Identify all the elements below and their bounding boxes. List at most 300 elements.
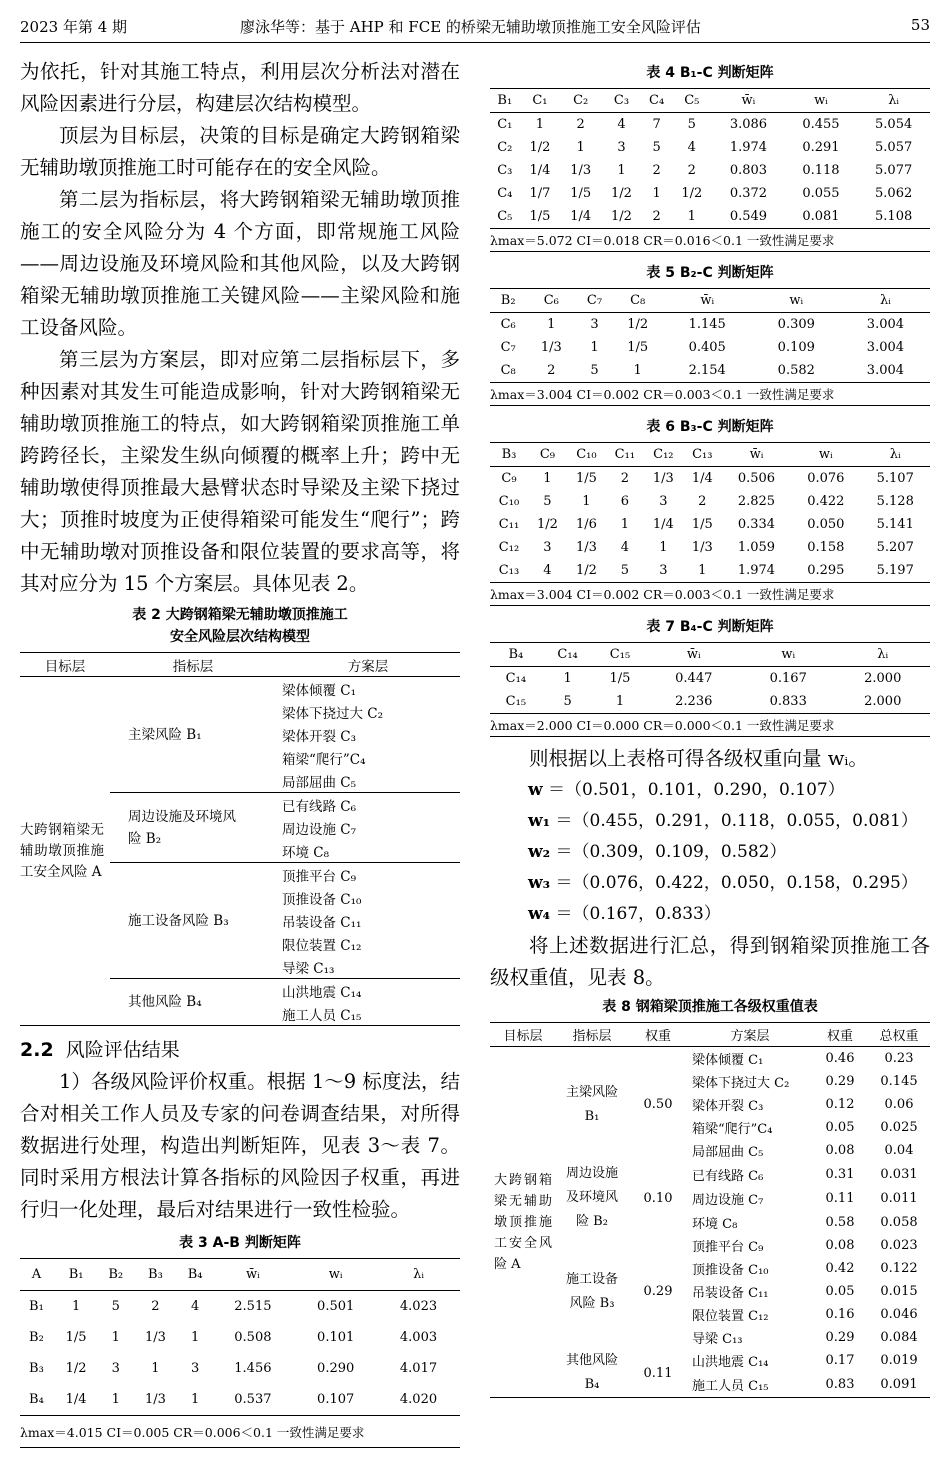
column-header: B₁ <box>68 1267 84 1282</box>
table-cell: 5 <box>563 694 572 709</box>
table-cell: 0.109 <box>777 340 815 355</box>
scheme-layer-cell: 施工人员 C₁₅ <box>276 1002 460 1026</box>
table-cell: 1/7 <box>529 186 551 201</box>
table-cell: 5 <box>543 494 552 509</box>
table-cell: 1/4 <box>65 1392 87 1407</box>
table-row <box>20 1291 460 1323</box>
table-cell: 3.004 <box>866 363 905 378</box>
table-cell: 1.974 <box>737 563 776 578</box>
scheme-layer-cell: 已有线路 C₆ <box>282 798 357 815</box>
table-cell: 4 <box>620 540 629 555</box>
column-header: C₄ <box>649 93 665 108</box>
scheme-layer-cell: 箱梁“爬行”C₄ <box>692 1122 773 1137</box>
table-row <box>490 336 930 359</box>
table-header-row <box>490 1023 930 1047</box>
table-cell: 1/2 <box>575 563 597 578</box>
index-weight-cell: 0.11 <box>628 1349 688 1398</box>
table-cell: 2 <box>698 494 707 509</box>
table-cell: 1 <box>190 1330 200 1345</box>
table-cell: 1.145 <box>688 317 726 332</box>
equation-line <box>490 837 930 868</box>
table8 <box>490 1022 930 1398</box>
paragraph: 顶层为目标层，决策的目标是确定大跨钢箱梁无辅助墩顶推施工时可能存在的安全风险。 <box>20 124 460 179</box>
table-cell: B₃ <box>29 1361 44 1376</box>
table-cell: C₇ <box>500 340 516 355</box>
column-header: C₉ <box>539 447 556 462</box>
table-cell: C₃ <box>497 163 513 178</box>
table-cell: 1/5 <box>570 186 592 201</box>
column-header: C₃ <box>613 93 630 108</box>
total-weight-cell: 0.06 <box>884 1097 914 1112</box>
column-header: w̄ᵢ <box>741 93 756 108</box>
table-cell: 1 <box>547 317 556 332</box>
weight-vector-symbol: w₁ <box>528 811 551 831</box>
table-cell: 3 <box>590 317 599 332</box>
table-row <box>490 467 930 491</box>
table-cell: 7 <box>652 117 661 132</box>
scheme-layer-cell: 顶推设备 C₁₀ <box>692 1263 769 1278</box>
scheme-layer-cell: 已有线路 C₆ <box>692 1168 764 1184</box>
table-cell: 0.508 <box>234 1330 272 1345</box>
column-header: B₄ <box>187 1267 203 1282</box>
column-header: λᵢ <box>879 293 891 308</box>
table-cell: 4 <box>543 563 552 578</box>
column-header: 方案层 <box>276 653 460 677</box>
table-cell: 1/5 <box>575 471 597 486</box>
table-row <box>490 113 930 137</box>
scheme-weight-cell: 0.31 <box>825 1166 855 1182</box>
table-cell: 0.803 <box>729 163 768 178</box>
table-cell: C₁₁ <box>498 517 520 532</box>
table-row <box>490 182 930 205</box>
table6 <box>490 442 930 606</box>
scheme-weight-cell: 0.12 <box>825 1097 855 1112</box>
scheme-weight-cell: 0.46 <box>825 1051 855 1066</box>
table-cell: 1/3 <box>540 340 562 355</box>
table-cell: B₄ <box>29 1392 44 1407</box>
table-cell: C₁₄ <box>505 671 527 686</box>
table-row <box>490 1234 930 1257</box>
table-cell: 0.455 <box>802 117 840 132</box>
table-cell: 1/6 <box>575 517 597 532</box>
table-footer-row <box>490 714 930 737</box>
table-cell: 1 <box>617 163 626 178</box>
table-cell: 2.825 <box>737 494 776 509</box>
index-layer-cell: 其他风险 B₄ <box>110 979 276 1026</box>
table-cell: 2 <box>652 163 661 178</box>
table-cell: 4 <box>617 117 626 132</box>
column-header: w̄ᵢ <box>246 1267 260 1282</box>
goal-layer-cell: 大跨钢箱梁无辅助墩顶推施工安全风险 A <box>20 677 110 1026</box>
left-column <box>20 56 460 1448</box>
total-weight-cell: 0.011 <box>880 1190 918 1206</box>
scheme-weight-cell: 0.29 <box>825 1330 855 1345</box>
table-cell: 1 <box>590 340 599 355</box>
table-cell: 3.086 <box>729 117 768 132</box>
equation-line <box>490 775 930 806</box>
column-header: B₁ <box>497 93 513 108</box>
total-weight-cell: 0.025 <box>880 1120 918 1135</box>
scheme-layer-cell: 吊装设备 C₁₁ <box>282 914 362 931</box>
total-weight-cell: 0.046 <box>880 1307 918 1322</box>
weight-vector-values: ＝（0.501，0.101，0.290，0.107） <box>542 780 845 800</box>
equation-line <box>490 899 930 930</box>
table-cell: 4.017 <box>399 1361 438 1376</box>
column-header: w̄ᵢ <box>749 447 764 462</box>
table-footer-row <box>20 1416 460 1448</box>
column-header: B₂ <box>500 293 516 308</box>
table-cell: 1/5 <box>627 340 649 355</box>
table-cell: 3 <box>659 563 668 578</box>
table5-caption: 表 5 B₂-C 判断矩阵 <box>646 265 774 281</box>
table-row <box>490 690 930 714</box>
table-cell: 4 <box>190 1299 200 1314</box>
table-row <box>490 136 930 159</box>
table-cell: C₈ <box>500 363 516 378</box>
consistency-check: λmax＝3.004 CI＝0.002 CR＝0.003＜0.1 一致性满足要求 <box>490 583 930 606</box>
table-cell: 1 <box>620 517 629 532</box>
column-header: λᵢ <box>877 647 889 662</box>
column-header: C₆ <box>543 293 559 308</box>
scheme-layer-cell: 顶推平台 C₉ <box>282 868 357 885</box>
table-cell: C₉ <box>501 471 517 486</box>
table-row <box>490 313 930 337</box>
table-cell: 4.020 <box>399 1392 438 1407</box>
table-cell: 1/3 <box>575 540 597 555</box>
equation-block <box>490 775 930 930</box>
scheme-layer-cell: 梁体下挠过大 C₂ <box>692 1076 790 1091</box>
table-cell: 0.501 <box>317 1299 355 1314</box>
table-cell: 2 <box>576 117 585 132</box>
table-cell: 3.004 <box>866 317 905 332</box>
total-weight-cell: 0.084 <box>880 1330 918 1345</box>
total-weight-cell: 0.058 <box>880 1214 918 1230</box>
table-cell: 1 <box>659 540 668 555</box>
table-cell: 3 <box>617 140 626 155</box>
table-cell: 1/4 <box>691 471 713 486</box>
table-cell: 1 <box>190 1392 200 1407</box>
table-cell: 2 <box>151 1299 160 1314</box>
table-cell: 1 <box>111 1330 120 1345</box>
scheme-layer-cell: 吊装设备 C₁₁ <box>692 1286 769 1301</box>
column-header: 指标层 <box>110 653 276 677</box>
table-cell: 1.456 <box>234 1361 272 1376</box>
table-cell: 1/4 <box>570 209 592 224</box>
table-cell: C₂ <box>497 140 513 155</box>
table-cell: 0.291 <box>802 140 840 155</box>
table-cell: 1 <box>615 694 625 709</box>
table-row <box>490 1162 930 1186</box>
table-cell: 2 <box>547 363 556 378</box>
weight-vector-symbol: w₃ <box>528 873 551 893</box>
scheme-weight-cell: 0.29 <box>825 1074 855 1089</box>
table-cell: 5 <box>590 363 599 378</box>
table-cell: 2 <box>620 471 629 486</box>
scheme-layer-cell: 局部屈曲 C₅ <box>692 1145 764 1160</box>
paragraph: 为依托，针对其施工特点，利用层次分析法对潜在风险因素进行分层，构建层次结构模型。 <box>20 60 460 115</box>
running-header <box>20 8 930 43</box>
table-cell: C₁₃ <box>498 563 520 578</box>
scheme-layer-cell: 施工人员 C₁₅ <box>688 1373 812 1398</box>
table-cell: B₂ <box>29 1330 44 1345</box>
table3-caption: 表 3 A-B 判断矩阵 <box>179 1235 301 1251</box>
paragraph: 则根据以上表格可得各级权重向量 wᵢ。 <box>529 747 868 770</box>
index-weight-cell: 0.29 <box>643 1284 673 1299</box>
total-weight-cell: 0.04 <box>884 1143 914 1158</box>
weight-vector-symbol: w₂ <box>528 842 551 862</box>
table-cell: 0.055 <box>802 186 840 201</box>
table2 <box>20 652 460 1026</box>
table-cell: C₁₅ <box>505 694 527 709</box>
scheme-layer-cell: 顶推设备 C₁₀ <box>282 891 362 908</box>
table-cell: 0.050 <box>807 517 845 532</box>
column-header: C₈ <box>630 293 646 308</box>
scheme-weight-cell: 0.11 <box>825 1190 855 1206</box>
table-cell: 0.372 <box>729 186 768 201</box>
column-header: C₁ <box>532 93 548 108</box>
table-cell: 5.128 <box>876 494 914 509</box>
table-cell: 0.309 <box>777 317 815 332</box>
column-header: λᵢ <box>889 447 901 462</box>
column-header: wᵢ <box>328 1267 343 1282</box>
table-cell: 0.334 <box>737 517 776 532</box>
table-cell: 0.405 <box>688 340 726 355</box>
table-cell: 1/2 <box>627 317 649 332</box>
table-cell: 0.549 <box>729 209 768 224</box>
table-cell: 4 <box>687 140 696 155</box>
table-cell: 1/3 <box>144 1392 166 1407</box>
table-cell: 1/5 <box>609 671 631 686</box>
equation-line <box>490 868 930 899</box>
scheme-layer-cell: 梁体倾覆 C₁ <box>692 1053 764 1068</box>
table-cell: 1 <box>71 1299 81 1314</box>
scheme-layer-cell: 限位装置 C₁₂ <box>692 1309 769 1324</box>
table-cell: 1/2 <box>536 517 558 532</box>
table-cell: 1/3 <box>691 540 713 555</box>
scheme-layer-cell: 导梁 C₁₃ <box>276 955 460 979</box>
table-cell: 2.236 <box>675 694 713 709</box>
table-row <box>490 559 930 583</box>
column-header: λᵢ <box>413 1267 424 1282</box>
table-row <box>490 667 930 691</box>
equation-line <box>490 806 930 837</box>
scheme-layer-cell: 山洪地震 C₁₄ <box>692 1355 769 1371</box>
scheme-weight-cell: 0.08 <box>825 1238 855 1253</box>
table-cell: 3.004 <box>866 340 905 355</box>
weight-vector-symbol: w₄ <box>528 904 551 924</box>
table-cell: 0.537 <box>234 1392 272 1407</box>
table-cell: 1/2 <box>681 186 703 201</box>
scheme-layer-cell: 周边设施 C₇ <box>692 1192 764 1208</box>
scheme-layer-cell: 局部屈曲 C₅ <box>276 769 460 793</box>
table-cell: 1.059 <box>737 540 776 555</box>
table-cell: 1/3 <box>570 163 592 178</box>
table-cell: 1 <box>633 363 642 378</box>
table-row <box>20 1353 460 1384</box>
index-layer-cell: 周边设施及环境风险 B₂ <box>566 1166 619 1229</box>
table-cell: 0.076 <box>807 471 845 486</box>
table-footer-row <box>490 383 930 406</box>
column-header: 总权重 <box>868 1023 930 1047</box>
issue-label: 2023 年第 4 期 <box>20 18 128 36</box>
table5 <box>490 288 930 406</box>
table-cell: C₅ <box>497 209 513 224</box>
column-header: C₁₂ <box>653 447 674 462</box>
total-weight-cell: 0.122 <box>880 1261 918 1276</box>
consistency-check: λmax＝5.072 CI＝0.018 CR＝0.016＜0.1 一致性满足要求 <box>490 229 930 252</box>
table-row <box>20 1384 460 1416</box>
column-header: 目标层 <box>490 1023 556 1047</box>
table-header-row <box>490 443 930 467</box>
scheme-weight-cell: 0.08 <box>825 1143 855 1158</box>
table-cell: 5.062 <box>875 186 913 201</box>
scheme-weight-cell: 0.16 <box>825 1307 855 1322</box>
table-cell: 0.833 <box>769 694 807 709</box>
total-weight-cell: 0.019 <box>880 1353 918 1369</box>
table3 <box>20 1258 460 1448</box>
table8-caption: 表 8 钢箱梁顶推施工各级权重值表 <box>602 999 818 1015</box>
table4 <box>490 88 930 252</box>
section-title: 风险评估结果 <box>65 1039 180 1061</box>
table-cell: 1/4 <box>652 517 674 532</box>
table-cell: 5.107 <box>876 471 914 486</box>
table-cell: 1 <box>576 140 585 155</box>
table-cell: 0.107 <box>317 1392 355 1407</box>
column-header: w̄ᵢ <box>686 647 701 662</box>
table-cell: 0.290 <box>317 1361 355 1376</box>
total-weight-cell: 0.031 <box>880 1166 918 1182</box>
column-header: λᵢ <box>888 93 900 108</box>
table-cell: 1 <box>563 671 572 686</box>
scheme-layer-cell: 梁体倾覆 C₁ <box>282 682 357 699</box>
table-cell: 0.506 <box>737 471 776 486</box>
table-header-row <box>490 643 930 667</box>
scheme-weight-cell: 0.17 <box>825 1353 855 1369</box>
table-cell: 4.003 <box>399 1330 438 1345</box>
caption-line: 安全风险层次结构模型 <box>170 629 310 645</box>
scheme-layer-cell: 梁体下挠过大 C₂ <box>282 705 384 722</box>
table-cell: 0.081 <box>802 209 840 224</box>
index-weight-cell: 0.10 <box>643 1190 673 1206</box>
total-weight-cell: 0.145 <box>880 1074 918 1089</box>
table-cell: C₆ <box>500 317 516 332</box>
total-weight-cell: 0.23 <box>884 1051 914 1066</box>
running-title: 廖泳华等：基于 AHP 和 FCE 的桥梁无辅助墩顶推施工安全风险评估 <box>240 18 701 36</box>
table-cell: 0.101 <box>317 1330 355 1345</box>
index-layer-cell: 主梁风险 B₁ <box>566 1084 619 1124</box>
table-cell: 0.422 <box>807 494 845 509</box>
column-header: wᵢ <box>789 293 804 308</box>
column-header: wᵢ <box>818 447 833 462</box>
index-layer-cell: 施工设备风险 B₃ <box>566 1271 619 1311</box>
table-row <box>490 536 930 559</box>
table-cell: 1/2 <box>65 1361 87 1376</box>
scheme-weight-cell: 0.05 <box>825 1284 855 1299</box>
table-cell: C₁ <box>497 117 513 132</box>
table-footer-row <box>490 229 930 252</box>
consistency-check: λmax＝4.015 CI＝0.005 CR＝0.006＜0.1 一致性满足要求 <box>20 1416 460 1448</box>
table-cell: 5 <box>111 1299 120 1314</box>
table-cell: 3 <box>543 540 552 555</box>
column-header: w̄ᵢ <box>700 293 715 308</box>
section-number: 2.2 <box>20 1039 54 1061</box>
column-header: 目标层 <box>20 653 110 677</box>
table-cell: 0.447 <box>675 671 713 686</box>
table-cell: 5.141 <box>876 517 914 532</box>
column-header: C₁₃ <box>692 447 713 462</box>
weight-vector-values: ＝（0.455，0.291，0.118，0.055，0.081） <box>550 811 918 831</box>
table-cell: 1 <box>151 1361 160 1376</box>
column-header: 方案层 <box>688 1023 812 1047</box>
total-weight-cell: 0.091 <box>868 1373 930 1398</box>
column-header: wᵢ <box>781 647 796 662</box>
column-header: 权重 <box>812 1023 868 1047</box>
table-cell: C₁₂ <box>498 540 520 555</box>
table-cell: 1/5 <box>529 209 551 224</box>
table-row <box>490 513 930 536</box>
consistency-check: λmax＝3.004 CI＝0.002 CR＝0.003＜0.1 一致性满足要求 <box>490 383 930 406</box>
scheme-layer-cell: 限位装置 C₁₂ <box>282 937 362 954</box>
table-row <box>490 159 930 182</box>
table-cell: 0.295 <box>807 563 845 578</box>
scheme-layer-cell: 山洪地震 C₁₄ <box>282 984 362 1001</box>
table-cell: 1/2 <box>611 186 632 201</box>
column-header: wᵢ <box>814 93 828 108</box>
weight-vector-symbol: w <box>528 780 543 800</box>
table-header-row <box>20 1259 460 1291</box>
table-row <box>490 359 930 383</box>
table-cell: 1/3 <box>652 471 674 486</box>
table-cell: 1/4 <box>529 163 551 178</box>
table-cell: 5.057 <box>875 140 913 155</box>
table-cell: 1 <box>698 563 707 578</box>
index-layer-cell: 主梁风险 B₁ <box>110 677 276 793</box>
table-cell: 5.054 <box>875 117 913 132</box>
table-row <box>490 490 930 513</box>
consistency-check: λmax＝2.000 CI＝0.000 CR＝0.000＜0.1 一致性满足要求 <box>490 714 930 737</box>
table-cell: 1/2 <box>611 209 632 224</box>
table-cell: 3 <box>111 1361 120 1376</box>
right-column <box>490 56 930 1398</box>
scheme-layer-cell: 导梁 C₁₃ <box>692 1332 743 1347</box>
table-cell: 2 <box>652 209 661 224</box>
table-cell: 2.000 <box>864 671 902 686</box>
table-cell: 5 <box>652 140 661 155</box>
table-cell: 0.158 <box>807 540 845 555</box>
index-layer-cell: 周边设施及环境风险 B₂ <box>110 793 276 863</box>
page-number: 53 <box>910 16 930 34</box>
table-footer-row <box>490 583 930 606</box>
column-header: C₁₁ <box>614 447 636 462</box>
table-header-row <box>20 653 460 677</box>
table-row <box>20 1322 460 1353</box>
table-cell: 3 <box>659 494 668 509</box>
total-weight-cell: 0.023 <box>880 1238 918 1253</box>
paragraph: 第三层为方案层，即对应第二层指标层下，多种因素对其发生可能造成影响，针对大跨钢箱梁无辅助墩顶推施工的特点，如大跨钢箱梁顶推施工单跨跨径长，主梁发生纵向倾覆的概率上升；跨中无辅助墩使得顶推最大悬臂状态时导梁及主梁下挠过大；顶推时坡度为正使得箱梁可能发生“爬行”；跨中无辅助墩对顶推设备和限位装置的要求高等，将其对应分为 15 个方案层。具体见表 2。 <box>20 348 460 595</box>
table-cell: 1 <box>652 186 661 201</box>
table-cell: B₁ <box>29 1299 44 1314</box>
table-cell: 2.154 <box>688 363 726 378</box>
scheme-weight-cell: 0.42 <box>825 1261 855 1276</box>
table-cell: 1 <box>111 1392 120 1407</box>
paragraph: 将上述数据进行汇总，得到钢箱梁顶推施工各级权重值，见表 8。 <box>490 934 930 989</box>
table-cell: 5 <box>620 563 629 578</box>
column-header: B₂ <box>108 1267 124 1282</box>
table-header-row <box>490 89 930 113</box>
column-header: B₄ <box>508 647 524 662</box>
table-cell: 1 <box>543 471 552 486</box>
table-cell: 5.207 <box>876 540 914 555</box>
